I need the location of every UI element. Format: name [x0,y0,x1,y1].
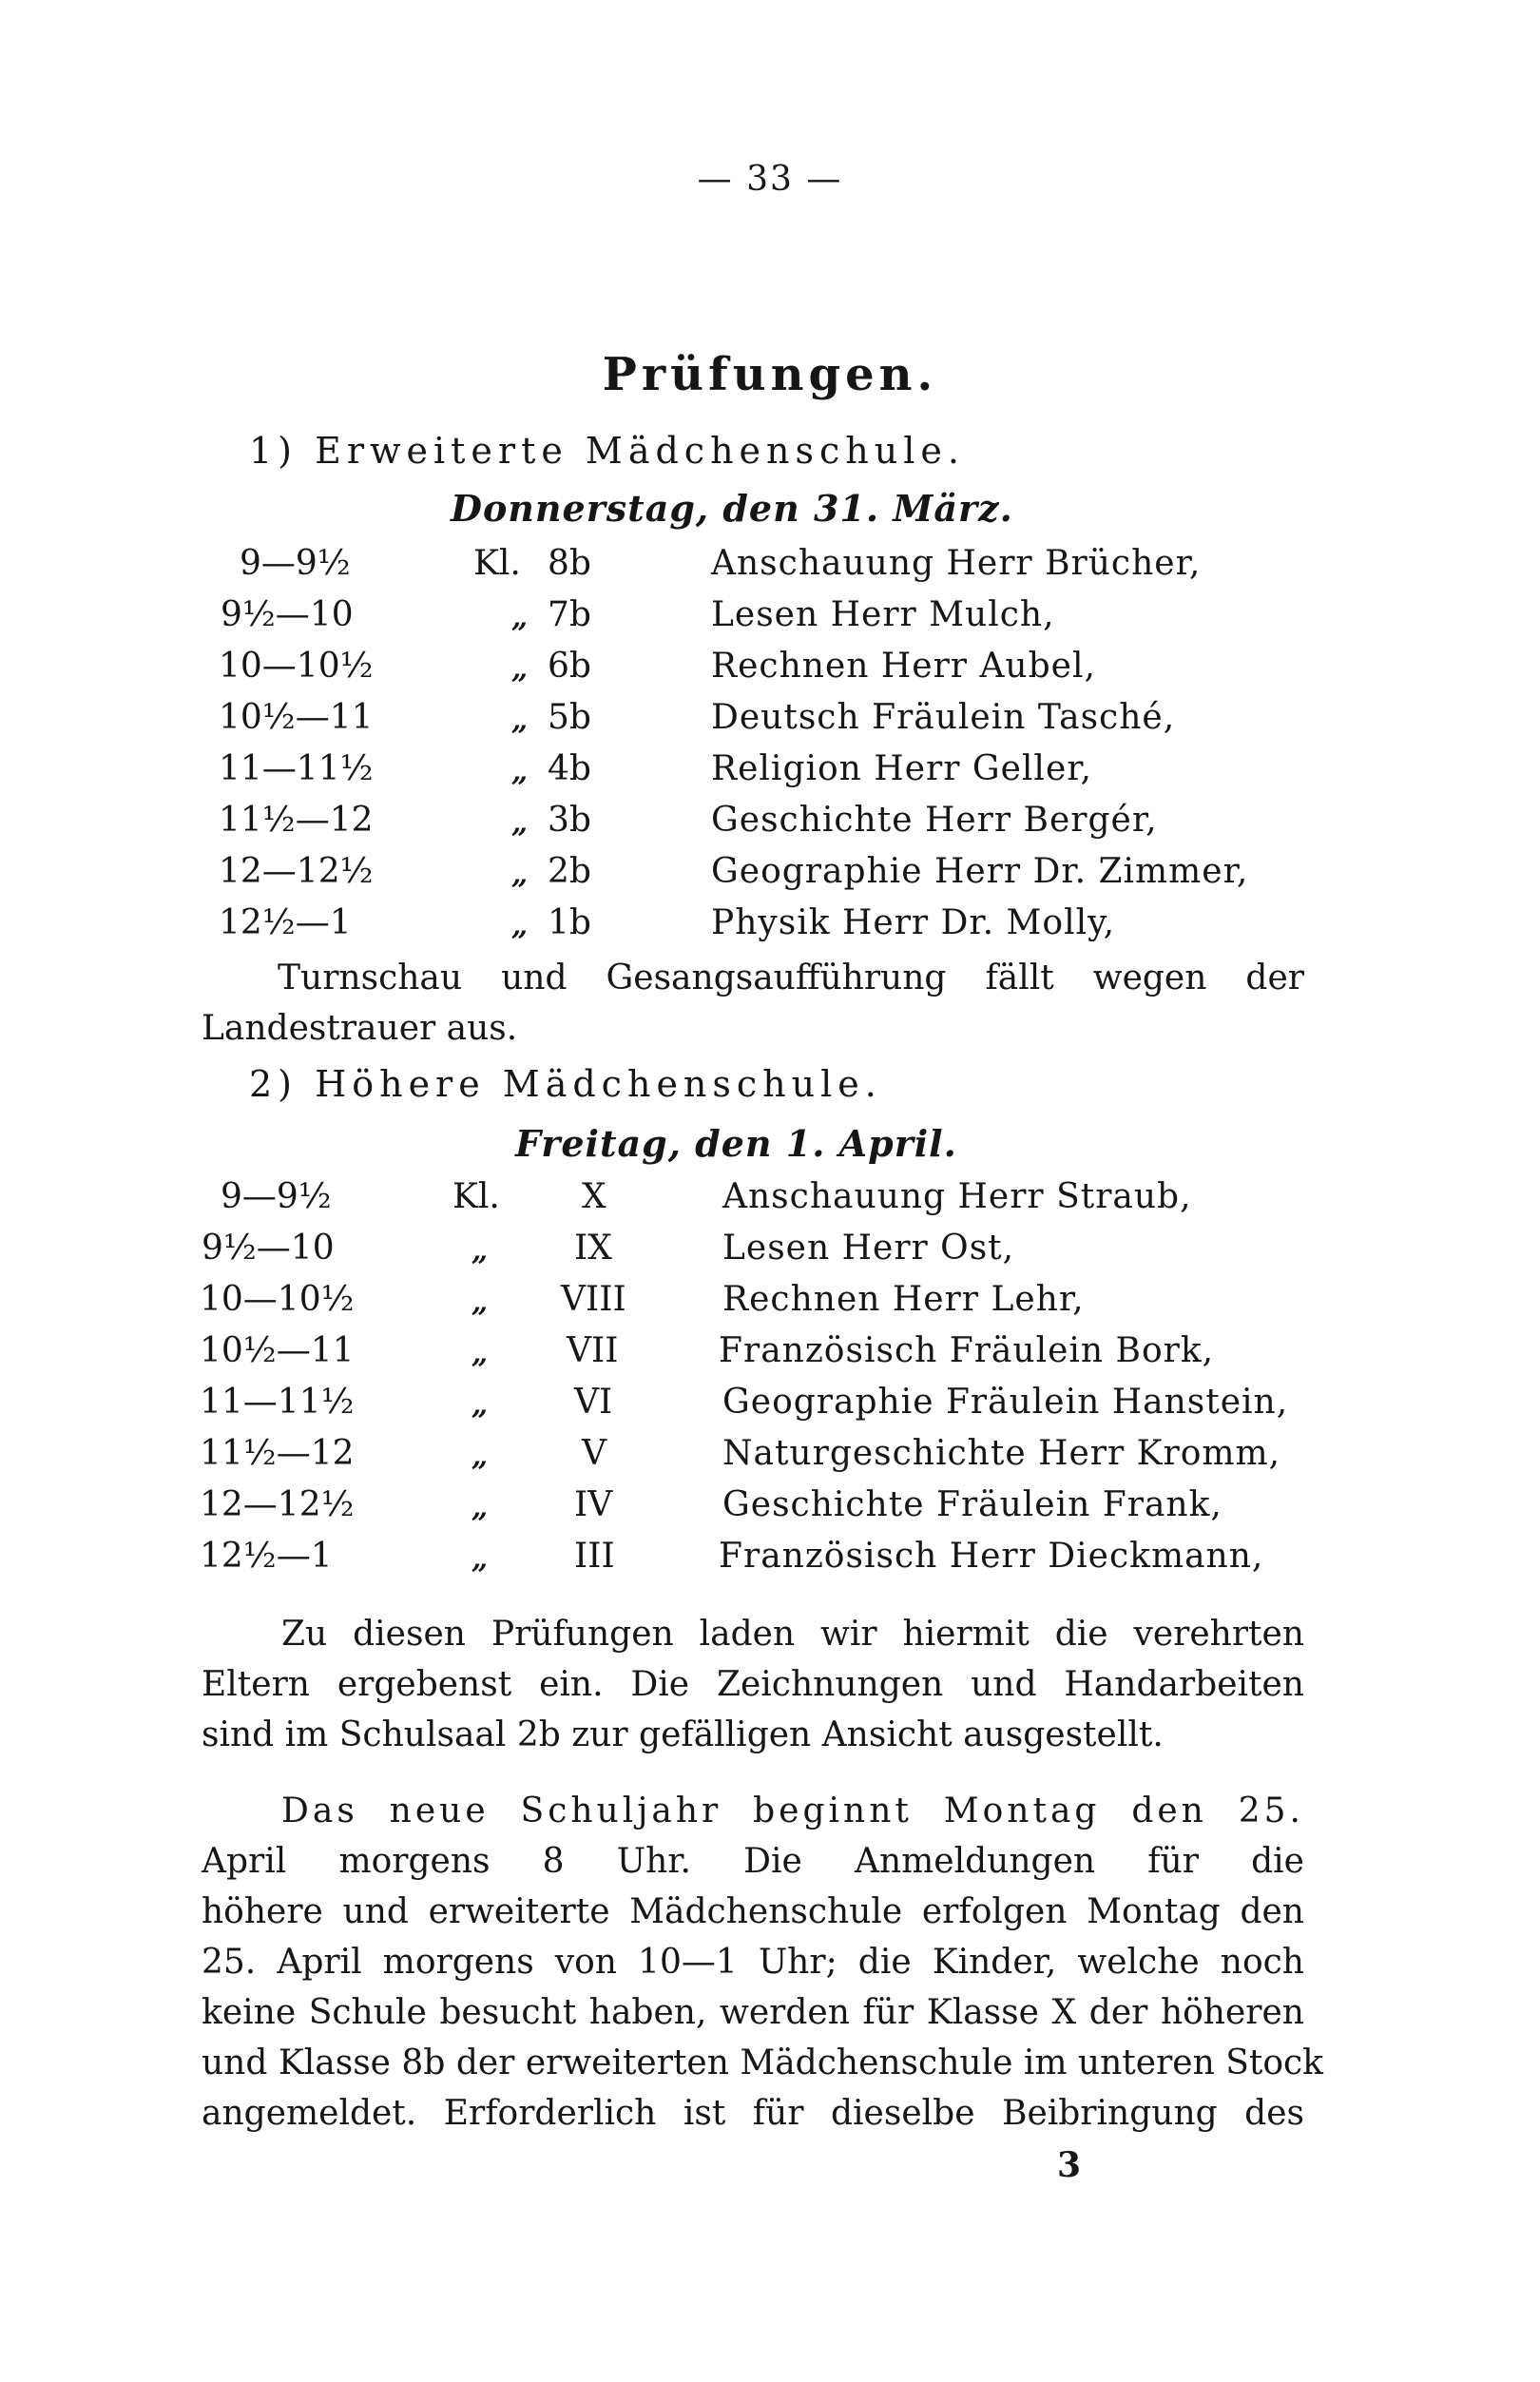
paragraph-line: höhere und erweiterte Mädchenschule erfolgen Montag den [202,1892,1304,1931]
paragraph-line: Das neue Schuljahr beginnt Montag den 25. [281,1791,1304,1830]
ditto-mark: „ [472,1234,489,1268]
ditto-mark: „ [472,1491,489,1524]
ditto-mark: „ [511,806,529,840]
table-row [0,544,1540,595]
time-slot: 12—12½ [219,852,374,891]
time-slot: 12½—1 [200,1537,333,1576]
table-row [0,1229,1540,1280]
ditto-mark: „ [472,1542,489,1576]
table-row [0,1537,1540,1588]
subject-teacher: Deutsch Fräulein Tasché, [711,698,1176,737]
ditto-mark: „ [511,652,529,686]
time-slot: 11½—12 [200,1434,355,1473]
class-name: VIII [561,1280,626,1319]
class-name: 5b [548,698,591,737]
ditto-mark: „ [511,704,529,737]
time-slot: 12—12½ [200,1485,355,1524]
section-2-heading: 2) Höhere Mädchenschule. [249,1063,882,1105]
class-name: VII [567,1331,619,1370]
subject-teacher: Anschauung Herr Straub, [722,1177,1192,1216]
class-name: III [574,1537,615,1576]
paragraph-line: Zu diesen Prüfungen laden wir hiermit die verehrten [281,1615,1304,1654]
time-slot: 10—10½ [200,1280,355,1319]
ditto-mark: „ [472,1440,489,1473]
time-slot: 11—11½ [200,1383,355,1422]
subject-teacher: Physik Herr Dr. Molly, [711,903,1116,942]
time-slot: 10—10½ [219,647,374,686]
time-slot: 11—11½ [219,749,374,788]
class-name: IX [574,1229,612,1268]
section-1-date: Donnerstag, den 31. März. [451,487,1013,530]
subject-teacher: Geographie Herr Dr. Zimmer, [711,852,1249,891]
time-slot: 9½—10 [202,1229,335,1268]
class-name: 3b [548,801,591,840]
class-name: 2b [548,852,591,891]
class-name: 1b [548,903,591,942]
class-name: V [582,1434,606,1473]
time-slot: 10½—11 [219,698,374,737]
subject-teacher: Französisch Herr Dieckmann, [719,1537,1264,1576]
class-name: 6b [548,647,591,686]
table-row [0,595,1540,647]
ditto-mark: „ [511,858,529,891]
subject-teacher: Religion Herr Geller, [711,749,1092,788]
time-slot: 11½—12 [219,801,374,840]
page-number: — 33 — [697,160,843,199]
paragraph-line: April morgens 8 Uhr. Die Anmeldungen für die [202,1842,1304,1881]
paragraph-line: und Klasse 8b der erweiterten Mädchenschule im unteren Stock [202,2043,1323,2082]
table-row [0,1177,1540,1229]
subject-teacher: Rechnen Herr Lehr, [722,1280,1085,1319]
new-year-paragraph [202,1786,1323,2139]
table-row [0,698,1540,749]
table-row [0,903,1540,955]
class-name: VI [574,1383,613,1422]
paragraph-line: Eltern ergebenst ein. Die Zeichnungen und Handarbeiten [202,1665,1304,1704]
table-row [0,749,1540,801]
subject-teacher: Geschichte Herr Bergér, [711,801,1158,840]
class-label: Kl. [452,1177,500,1216]
note-line: Landestrauer aus. [202,1009,518,1048]
table-row [0,647,1540,698]
class-name: 7b [548,595,591,634]
table-row [0,1280,1540,1331]
time-slot: 12½—1 [219,903,352,942]
ditto-mark: „ [472,1337,489,1370]
subject-teacher: Lesen Herr Ost, [722,1229,1015,1268]
section-2-date: Freitag, den 1. April. [515,1122,957,1165]
subject-teacher: Naturgeschichte Herr Kromm, [722,1434,1281,1473]
signature-mark: 3 [1057,2145,1082,2185]
table-row [0,1383,1540,1434]
note-line: Turnschau und Gesangsaufführung fällt wegen der [278,959,1304,997]
section-1-heading: 1) Erweiterte Mädchenschule. [249,430,965,472]
paragraph-line: 25. April morgens von 10—1 Uhr; die Kinder, welche noch [202,1943,1304,1982]
ditto-mark: „ [511,909,529,942]
time-slot: 9½—10 [221,595,354,634]
class-name: X [582,1177,606,1216]
ditto-mark: „ [511,755,529,788]
table-row [0,1331,1540,1383]
paragraph-line: keine Schule besucht haben, werden für Klasse X der höheren [202,1993,1304,2032]
class-name: IV [574,1485,613,1524]
paragraph-line: sind im Schulsaal 2b zur gefälligen Ansicht ausgestellt. [202,1715,1164,1754]
invitation-paragraph [202,1609,1304,1760]
subject-teacher: Französisch Fräulein Bork, [719,1331,1215,1370]
table-row [0,1434,1540,1485]
ditto-mark: „ [511,601,529,634]
page-title: Prüfungen. [602,348,938,401]
subject-teacher: Anschauung Herr Brücher, [711,544,1202,583]
ditto-mark: „ [472,1286,489,1319]
table-row [0,801,1540,852]
class-name: 8b [548,544,591,583]
time-slot: 10½—11 [200,1331,355,1370]
subject-teacher: Lesen Herr Mulch, [711,595,1055,634]
time-slot: 9—9½ [221,1177,332,1216]
section-1-note [202,953,1304,1054]
class-label: Kl. [473,544,521,583]
subject-teacher: Geographie Fräulein Hanstein, [722,1383,1289,1422]
class-name: 4b [548,749,591,788]
table-row [0,1485,1540,1537]
subject-teacher: Rechnen Herr Aubel, [711,647,1096,686]
subject-teacher: Geschichte Fräulein Frank, [722,1485,1222,1524]
table-row [0,852,1540,903]
time-slot: 9—9½ [240,544,351,583]
paragraph-line: angemeldet. Erforderlich ist für dieselbe Beibringung des [202,2094,1304,2133]
ditto-mark: „ [472,1388,489,1422]
